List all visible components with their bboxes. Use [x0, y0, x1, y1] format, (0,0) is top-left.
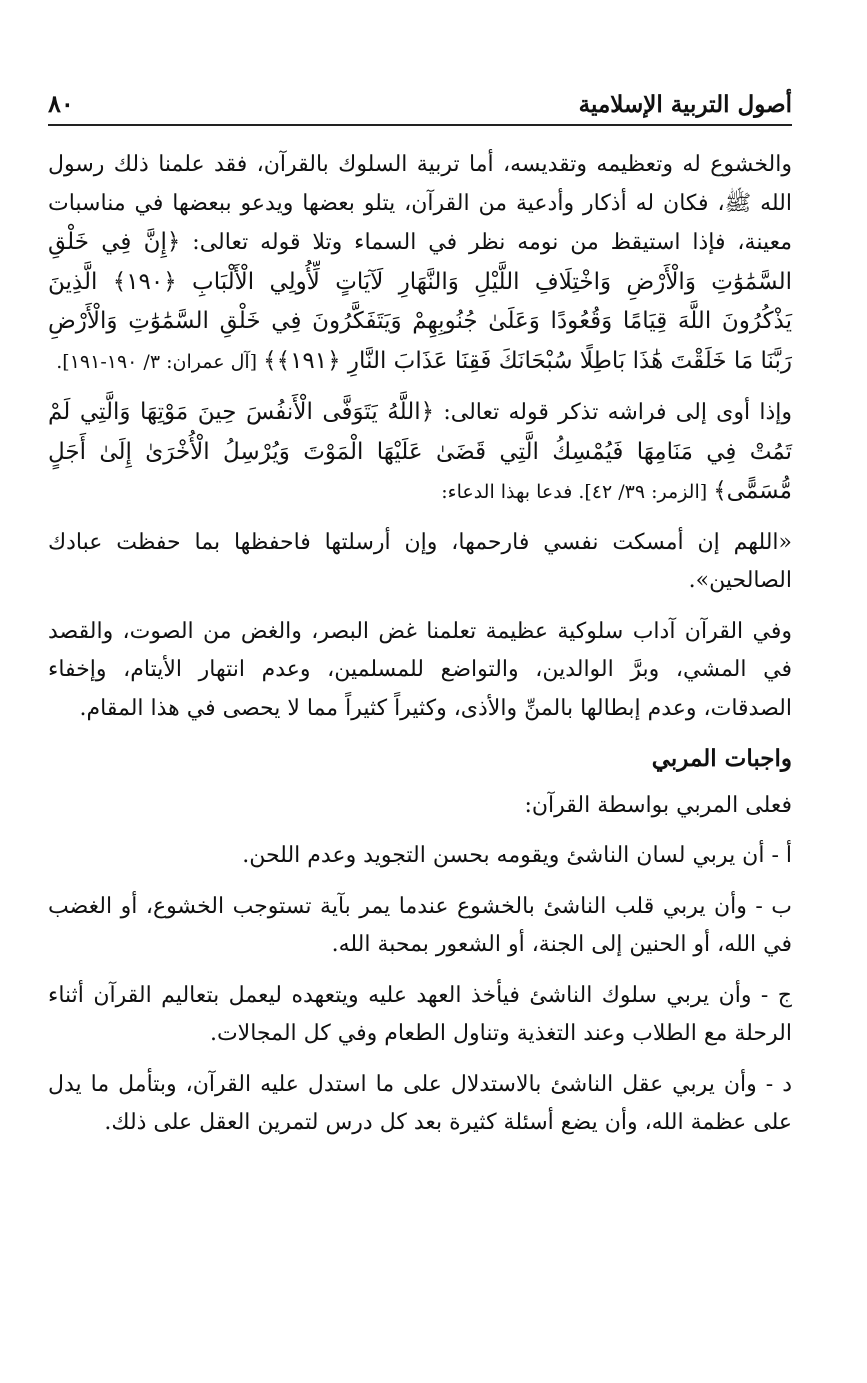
- paragraph-1-text: والخشوع له وتعظيمه وتقديسه، أما تربية السلوك بالقرآن، فقد علمنا ذلك رسول الله ﷺ، فكان له أذكار وأدعية من القرآن، يتلو بعضها ويدعو ببعضها في مناسبات معينة، فإذا استيقظ من نومه نظر في السماء وتلا قوله تعالى:: [48, 152, 792, 255]
- paragraph-3-supplication: «اللهم إن أمسكت نفسي فارحمها، وإن أرسلتها فاحفظها بما حفظت عبادك الصالحين».: [48, 529, 793, 593]
- section-intro: فعلى المربي بواسطة القرآن:: [524, 792, 792, 818]
- verse-reference-az-zumar: [الزمر: ٣٩/ ٤٢]. فدعا بهذا الدعاء:: [441, 481, 714, 503]
- book-page: [48, 78, 792, 1155]
- section-heading: واجبات المربي: [651, 745, 792, 772]
- list-item-c: ج - وأن يربي سلوك الناشئ فيأخذ العهد عليه ويتعهده ليعمل بتعاليم القرآن أثناء الرحلة مع الطلاب وعند التغذية وتناول الطعام وفي كل المجالات.: [48, 982, 792, 1046]
- paragraph-1: [48, 146, 792, 381]
- paragraph-4: وفي القرآن آداب سلوكية عظيمة تعلمنا غض البصر، والغض من الصوت، والقصد في المشي، وبرَّ الوالدين، والتواضع للمسلمين، وعدم انتهار الأيتام، وإخفاء الصدقات، وعدم إبطالها بالمنِّ والأذى، وكثيراً كثيراً مما لا يحصى في هذا المقام.: [48, 618, 792, 721]
- paragraph-2: [48, 393, 792, 512]
- list-item-d: د - وأن يربي عقل الناشئ بالاستدلال على ما استدل عليه القرآن، وبتأمل ما يدل على عظمة الله، وأن يضع أسئلة كثيرة بعد كل درس لتمرين العقل على ذلك.: [48, 1071, 792, 1135]
- verse-reference-al-imran: [آل عمران: ٣/ ١٩٠-١٩١].: [56, 350, 264, 373]
- page-header: [48, 78, 792, 126]
- list-item-a: أ - أن يربي لسان الناشئ ويقومه بحسن التجويد وعدم اللحن.: [242, 843, 792, 868]
- book-title: أصول التربية الإسلامية: [578, 91, 792, 118]
- list-item-b: ب - وأن يربي قلب الناشئ بالخشوع عندما يمر بآية تستوجب الخشوع، أو الغضب في الله، أو الحنين إلى الجنة، أو الشعور بمحبة الله.: [48, 893, 792, 957]
- paragraph-2-text: وإذا أوى إلى فراشه تذكر قوله تعالى:: [434, 400, 792, 425]
- quran-verse-al-imran: ﴿إِنَّ فِي خَلْقِ السَّمَٰوَٰتِ وَالْأَرْضِ وَاخْتِلَافِ اللَّيْلِ وَالنَّهَارِ لَآيَاتٍ لِّأُولِي الْأَلْبَابِ ﴿١٩٠﴾ الَّذِينَ يَذْكُرُونَ اللَّهَ قِيَامًا وَقُعُودًا وَعَلَىٰ جُنُوبِهِمْ وَيَتَفَكَّرُونَ فِي خَلْقِ السَّمَٰوَٰتِ وَالْأَرْضِ رَبَّنَا مَا خَلَقْتَ هَٰذَا بَاطِلًا سُبْحَانَكَ فَقِنَا عَذَابَ النَّارِ ﴿١٩١﴾﴾: [48, 229, 792, 374]
- quran-verse-az-zumar: ﴿اللَّهُ يَتَوَفَّى الْأَنفُسَ حِينَ مَوْتِهَا وَالَّتِي لَمْ تَمُتْ فِي مَنَامِهَا فَيُمْسِكُ الَّتِي قَضَىٰ عَلَيْهَا الْمَوْتَ وَيُرْسِلُ الْأُخْرَىٰ إِلَىٰ أَجَلٍ مُّسَمًّى﴾: [48, 399, 792, 504]
- page-number: ٨٠: [48, 89, 74, 118]
